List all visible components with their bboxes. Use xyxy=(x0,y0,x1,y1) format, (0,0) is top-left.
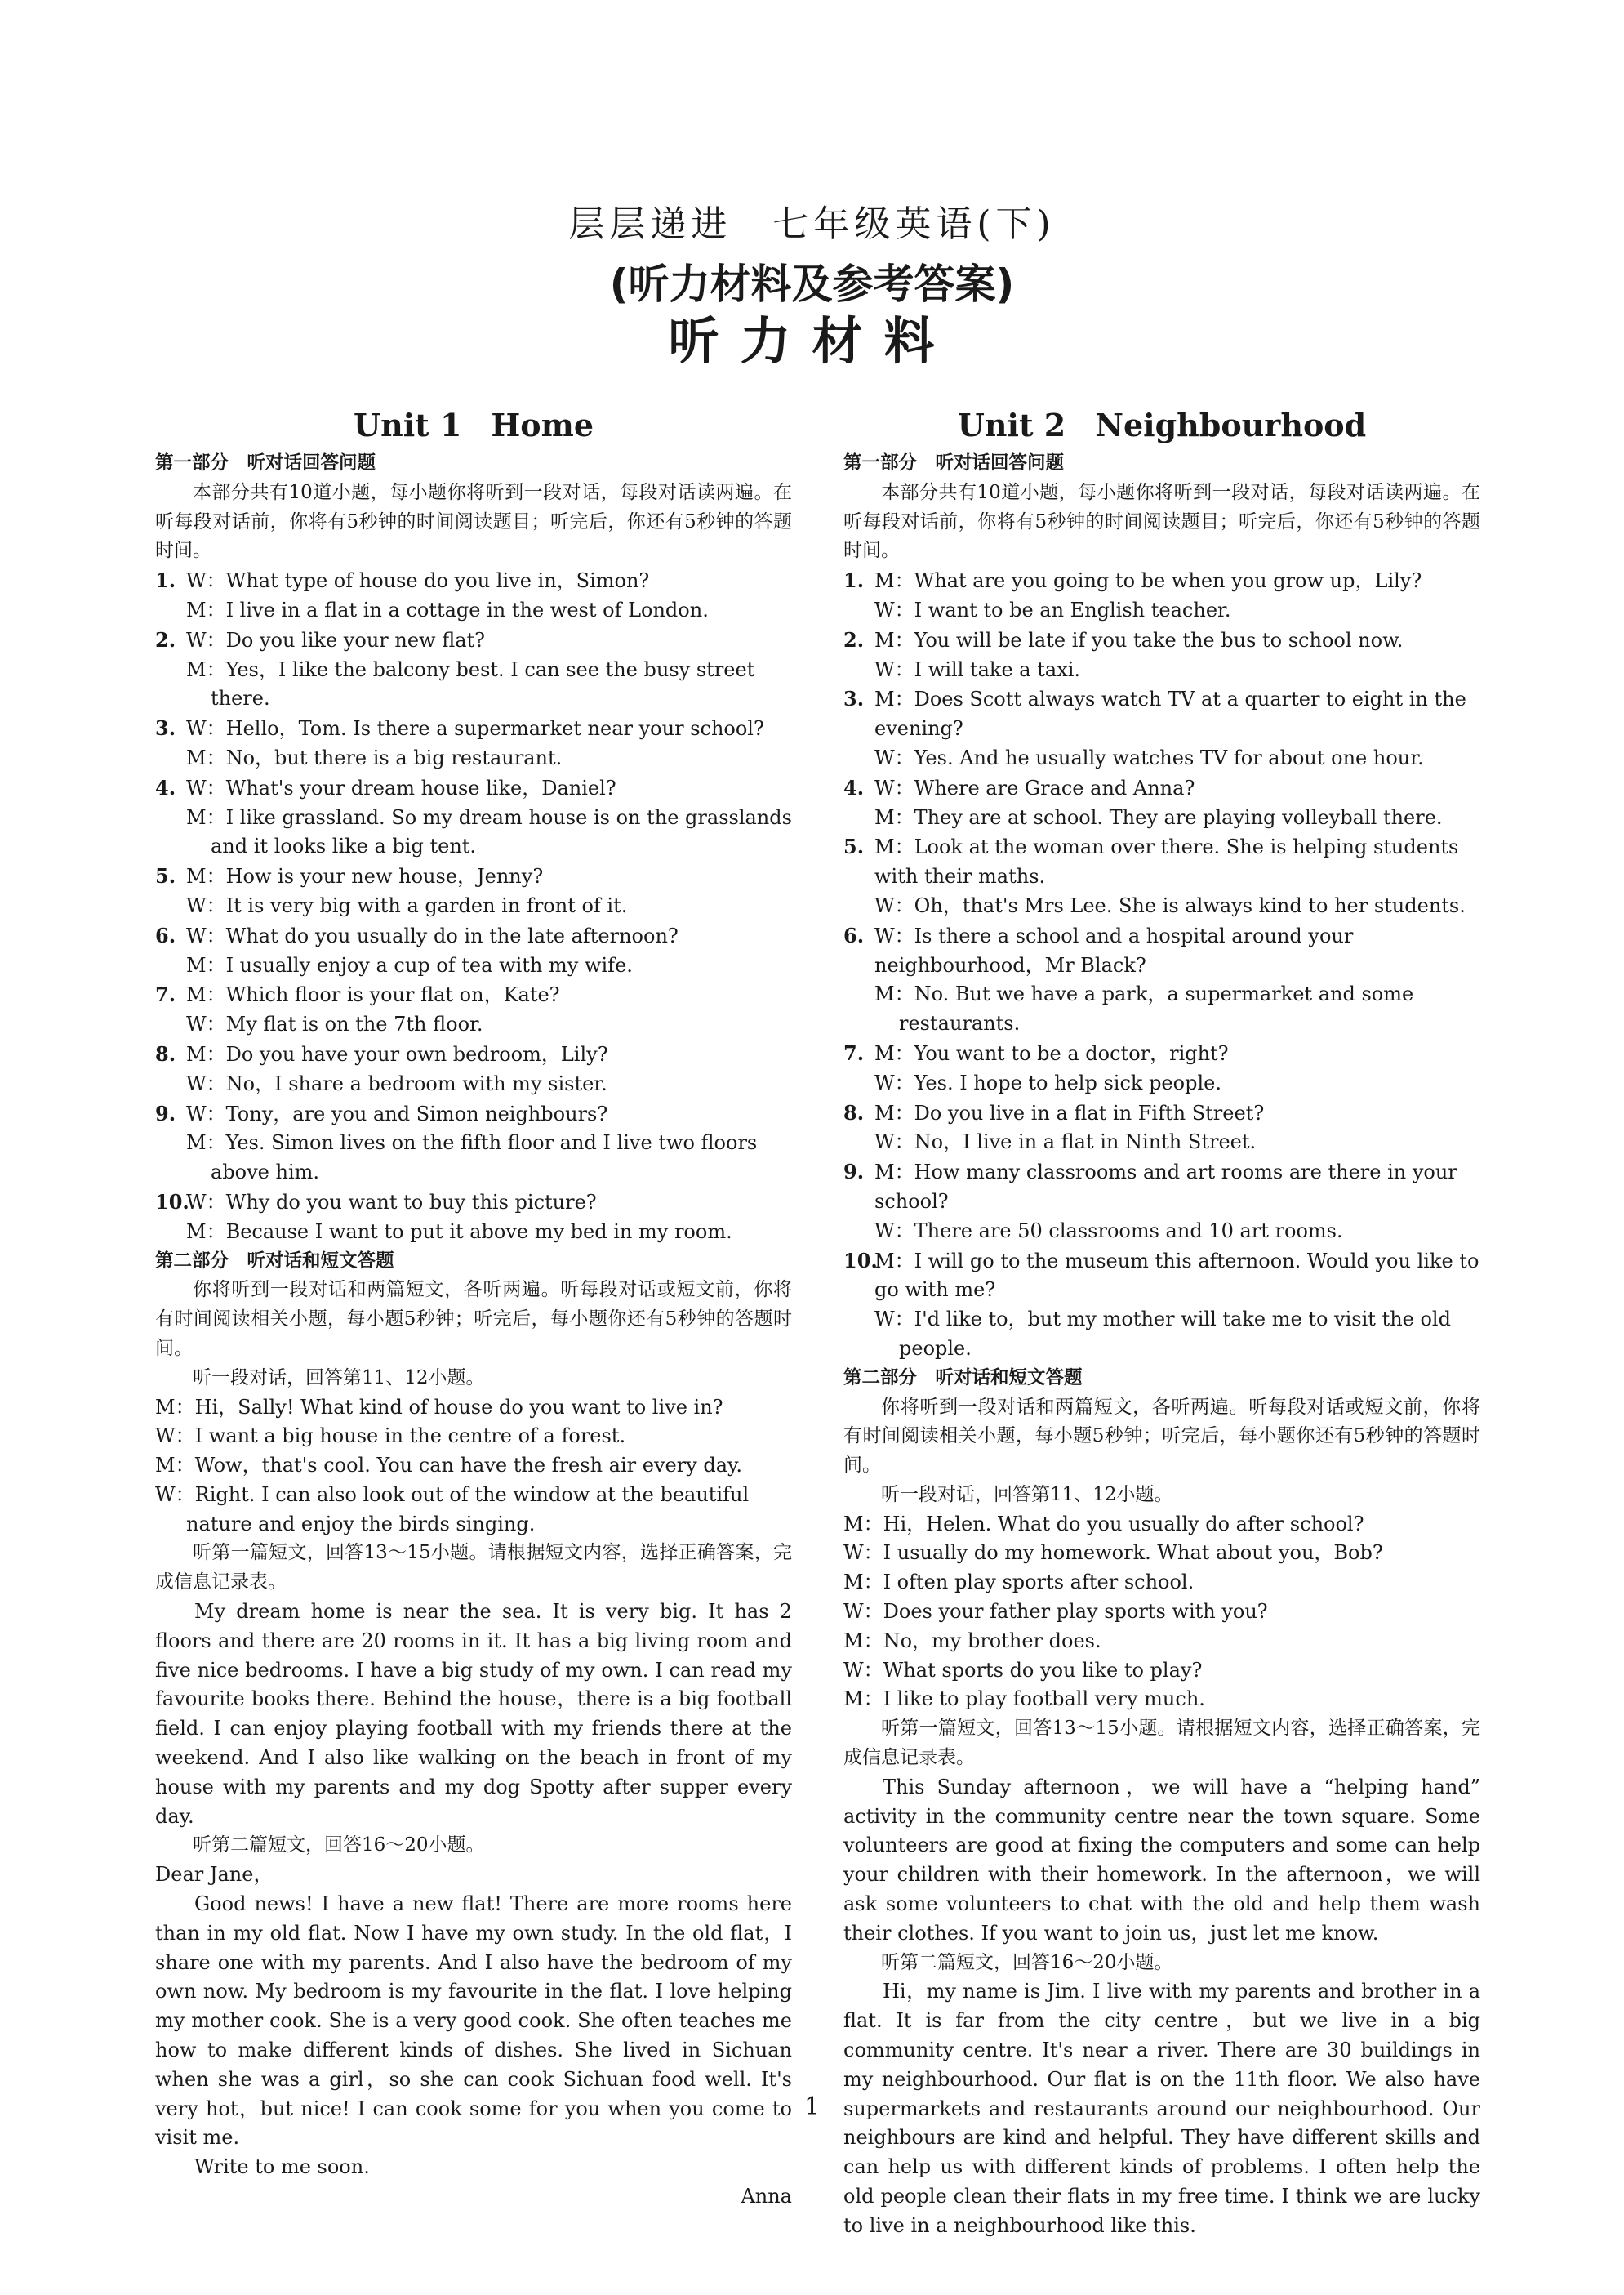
answer-text: M：They are at school. They are playing volleyball there. xyxy=(874,805,1443,829)
answer-text: W：Oh，that's Mrs Lee. She is always kind to her students. xyxy=(874,893,1466,917)
question-text: M：How many classrooms and art rooms are there in your school? xyxy=(874,1161,1457,1213)
answer-text: M：No. But we have a park，a supermarket and some restaurants. xyxy=(874,983,1414,1036)
unit1-column xyxy=(155,402,792,2212)
question-text: M：You will be late if you take the bus to school now. xyxy=(874,628,1404,652)
unit2-dialogue-intro: 听一段对话，回答第11、12小题。 xyxy=(881,1483,1173,1505)
question-text: W：What do you usually do in the late afternoon? xyxy=(186,924,679,947)
unit2-passage1-intro: 听第一篇短文，回答13～15小题。请根据短文内容，选择正确答案，完成信息记录表。 xyxy=(843,1718,1480,1769)
question-number: 6. xyxy=(843,923,865,947)
unit1-title-name: Home xyxy=(491,407,594,443)
answer-text: M：I live in a flat in a cottage in the west of London. xyxy=(186,598,709,622)
question-number: 4. xyxy=(155,775,176,800)
question-number: 10. xyxy=(155,1189,189,1214)
unit1-part2-title: 第二部分 听对话和短文答题 xyxy=(155,1250,394,1272)
question-text: W：Do you like your new flat? xyxy=(186,628,486,652)
question-number: 5. xyxy=(843,835,865,859)
unit2-part1-title: 第一部分 听对话回答问题 xyxy=(843,452,1065,474)
unit2-part2-intro: 你将听到一段对话和两篇短文，各听两遍。听每段对话或短文前，你将有时间阅读相关小题，每小题5秒钟；听完后，每小题你还有5秒钟的答题时间。 xyxy=(843,1396,1480,1477)
dialogue-line: M：Hi，Helen. What do you usually do after school? xyxy=(843,1512,1364,1535)
question-number: 4. xyxy=(843,775,865,800)
unit1-part1-intro: 本部分共有10道小题，每小题你将听到一段对话，每段对话读两遍。在听每段对话前，你将有5秒钟的时间阅读题目；听完后，你还有5秒钟的答题时间。 xyxy=(155,481,792,562)
dialogue-line: M：Wow，that's cool. You can have the fresh air every day. xyxy=(155,1454,743,1477)
unit2-passage1: This Sunday afternoon，we will have a “helping hand” activity in the community centre near the town square. Some volunteers are good at fixing the computers and some can help your children with their homework. In the afternoon，we will ask some volunteers to chat with the old and help them wash their clothes. If you want to join us，just let me know. xyxy=(843,1775,1480,1945)
question-text: M：Which floor is your flat on，Kate? xyxy=(186,983,560,1007)
dialogue-line: W：Does your father play sports with you? xyxy=(843,1600,1268,1624)
question-text: M：You want to be a doctor，right? xyxy=(874,1041,1229,1065)
answer-text: W：No，I share a bedroom with my sister. xyxy=(186,1072,607,1095)
letter-body: Good news! I have a new flat! There are more rooms here than in my old flat. Now I have my own study. In the old flat，I share one with my parents. And I also have the bedroom of my own now. My bedroom is my favourite in the flat. I love helping my mother cook. She is a very good cook. She often teaches me how to make different kinds of dishes. She lived in Sichuan when she was a girl，so she can cook Sichuan food well. It's very hot，but nice! I can cook some for you when you come to visit me. xyxy=(155,1892,792,2150)
question-text: M：Does Scott always watch TV at a quarter to eight in the evening? xyxy=(874,688,1466,741)
question-number: 9. xyxy=(155,1101,176,1125)
question-number: 9. xyxy=(843,1160,865,1184)
question-number: 5. xyxy=(155,864,176,889)
question-text: M：How is your new house，Jenny? xyxy=(186,865,544,889)
unit2-passage2: Hi，my name is Jim. I live with my parents and brother in a flat. It is far from the city centre，but we live in a big community centre. It's near a river. There are 30 buildings in my neighbourhood. Our flat is on the 11th floor. We also have supermarkets and restaurants around our neighbourhood. Our neighbours are kind and helpful. They have different skills and can help us with different kinds of problems. I often help the old people clean their flats in my free time. I think we are lucky to live in a neighbourhood like this. xyxy=(843,1980,1480,2237)
letter-signature: Anna xyxy=(741,2185,792,2208)
answer-text: W：There are 50 classrooms and 10 art rooms. xyxy=(874,1219,1343,1242)
unit1-passage2-intro: 听第二篇短文，回答16～20小题。 xyxy=(193,1834,485,1856)
question-number: 10. xyxy=(843,1248,878,1272)
unit2-qa-item xyxy=(843,832,1480,920)
question-number: 8. xyxy=(155,1041,176,1066)
unit1-qa-item xyxy=(155,1099,792,1188)
answer-text: W：I want to be an English teacher. xyxy=(874,598,1231,622)
answer-text: M：No，but there is a big restaurant. xyxy=(186,746,563,769)
dialogue-line: M：I often play sports after school. xyxy=(843,1571,1195,1594)
question-number: 7. xyxy=(843,1041,865,1065)
book-title: 层层递进 七年级英语(下) xyxy=(568,203,1056,245)
question-number: 1. xyxy=(155,568,176,593)
answer-text: W：No，I live in a flat in Ninth Street. xyxy=(874,1130,1257,1154)
unit2-qa-item xyxy=(843,684,1480,773)
unit2-title-number: Unit 2 xyxy=(957,407,1066,443)
page-number: 1 xyxy=(803,2092,821,2121)
unit2-part2-title: 第二部分 听对话和短文答题 xyxy=(843,1366,1083,1388)
question-text: W：Why do you want to buy this picture? xyxy=(186,1190,597,1214)
question-number: 6. xyxy=(155,923,176,947)
unit2-qa-item xyxy=(843,1098,1480,1158)
answer-text: W：Yes. I hope to help sick people. xyxy=(874,1071,1221,1094)
unit1-passage1-intro: 听第一篇短文，回答13～15小题。请根据短文内容，选择正确答案，完成信息记录表。 xyxy=(155,1542,792,1593)
unit2-qa-item xyxy=(843,1039,1480,1098)
unit2-qa-item xyxy=(843,626,1480,685)
dialogue-line: M：No，my brother does. xyxy=(843,1629,1101,1652)
unit1-qa-list xyxy=(155,566,792,1246)
unit1-qa-item xyxy=(155,1040,792,1099)
unit2-qa-list xyxy=(843,566,1480,1364)
question-number: 2. xyxy=(843,627,865,652)
question-text: W：Hello，Tom. Is there a supermarket near your school? xyxy=(186,717,764,741)
book-subtitle: (听力材料及参考答案) xyxy=(609,261,1015,308)
answer-text: M：Yes. Simon lives on the fifth floor and I live two floors above him. xyxy=(186,1131,758,1184)
unit1-qa-item xyxy=(155,862,792,921)
unit2-title-name: Neighbourhood xyxy=(1095,407,1367,443)
unit1-title xyxy=(155,402,792,449)
answer-text: M：I like grassland. So my dream house is on the grasslands and it looks like a big tent. xyxy=(186,805,792,858)
unit1-passage1: My dream home is near the sea. It is very big. It has 2 floors and there are 20 rooms in it. It has a big living room and five nice bedrooms. I have a big study of my own. I can read my favourite books there. Behind the house，there is a big football field. I can enjoy playing football with my friends there at the weekend. And I also like walking on the beach in front of my house with my parents and my dog Spotty after supper every day. xyxy=(155,1600,792,1828)
answer-text: W：I'd like to，but my mother will take me to visit the old people. xyxy=(874,1308,1451,1360)
unit1-qa-item xyxy=(155,566,792,626)
answer-text: W：It is very big with a garden in front of it. xyxy=(186,893,628,917)
question-text: M：What are you going to be when you grow up，Lily? xyxy=(874,569,1422,593)
unit1-qa-item xyxy=(155,773,792,862)
question-text: M：I will go to the museum this afternoon. Would you like to go with me? xyxy=(874,1249,1479,1302)
dialogue-line: W：Right. I can also look out of the window at the beautiful nature and enjoy the birds singing. xyxy=(155,1482,750,1535)
unit2-qa-item xyxy=(843,1157,1480,1246)
question-text: W：What type of house do you live in，Simon? xyxy=(186,569,650,593)
question-number: 8. xyxy=(843,1100,865,1125)
answer-text: W：I will take a taxi. xyxy=(874,657,1081,681)
question-text: M：Do you have your own bedroom，Lily? xyxy=(186,1042,608,1066)
unit1-qa-item xyxy=(155,626,792,714)
unit2-title xyxy=(843,402,1480,449)
question-text: M：Do you live in a flat in Fifth Street? xyxy=(874,1101,1265,1125)
unit1-qa-item xyxy=(155,1188,792,1247)
answer-text: W：My flat is on the 7th floor. xyxy=(186,1013,483,1036)
unit2-part1-intro: 本部分共有10道小题，每小题你将听到一段对话，每段对话读两遍。在听每段对话前，你将有5秒钟的时间阅读题目；听完后，你还有5秒钟的答题时间。 xyxy=(843,481,1480,562)
letter-greeting: Dear Jane， xyxy=(155,1863,274,1887)
unit2-passage2-intro: 听第二篇短文，回答16～20小题。 xyxy=(881,1951,1173,1973)
question-number: 3. xyxy=(843,687,865,711)
question-text: W：What's your dream house like，Daniel? xyxy=(186,776,616,800)
section-heading: 听力材料 xyxy=(668,311,956,371)
unit1-part2-intro: 你将听到一段对话和两篇短文，各听两遍。听每段对话或短文前，你将有时间阅读相关小题，每小题5秒钟；听完后，每小题你还有5秒钟的答题时间。 xyxy=(155,1279,792,1359)
unit2-qa-item xyxy=(843,921,1480,1039)
unit1-qa-item xyxy=(155,980,792,1040)
letter-closing: Write to me soon. xyxy=(194,2155,370,2179)
dialogue-line: M：Hi，Sally! What kind of house do you want to live in? xyxy=(155,1395,723,1419)
question-number: 1. xyxy=(843,568,865,593)
answer-text: M：Because I want to put it above my bed in my room. xyxy=(186,1219,732,1243)
answer-text: W：Yes. And he usually watches TV for about one hour. xyxy=(874,746,1424,769)
question-text: W：Where are Grace and Anna? xyxy=(874,776,1195,800)
question-text: W：Tony，are you and Simon neighbours? xyxy=(186,1102,608,1125)
unit1-part1-title: 第一部分 听对话回答问题 xyxy=(155,452,376,474)
unit2-column xyxy=(843,402,1480,2241)
question-text: W：Is there a school and a hospital around your neighbourhood，Mr Black? xyxy=(874,924,1354,977)
answer-text: M：I usually enjoy a cup of tea with my wife. xyxy=(186,953,633,977)
question-number: 7. xyxy=(155,983,176,1007)
unit1-qa-item xyxy=(155,714,792,773)
unit1-qa-item xyxy=(155,921,792,981)
unit1-dialogue-intro: 听一段对话，回答第11、12小题。 xyxy=(193,1366,485,1388)
answer-text: M：Yes，I like the balcony best. I can see the busy street there. xyxy=(186,657,755,711)
unit1-title-number: Unit 1 xyxy=(353,407,462,443)
dialogue-line: W：I usually do my homework. What about you，Bob? xyxy=(843,1541,1383,1565)
unit2-qa-item xyxy=(843,773,1480,833)
dialogue-line: M：I like to play football very much. xyxy=(843,1687,1205,1711)
question-number: 2. xyxy=(155,627,176,652)
unit2-qa-item xyxy=(843,1246,1480,1364)
question-number: 3. xyxy=(155,716,176,741)
dialogue-line: W：What sports do you like to play? xyxy=(843,1658,1203,1682)
unit2-qa-item xyxy=(843,566,1480,626)
dialogue-line: W：I want a big house in the centre of a forest. xyxy=(155,1424,626,1448)
question-text: M：Look at the woman over there. She is helping students with their maths. xyxy=(874,836,1459,889)
